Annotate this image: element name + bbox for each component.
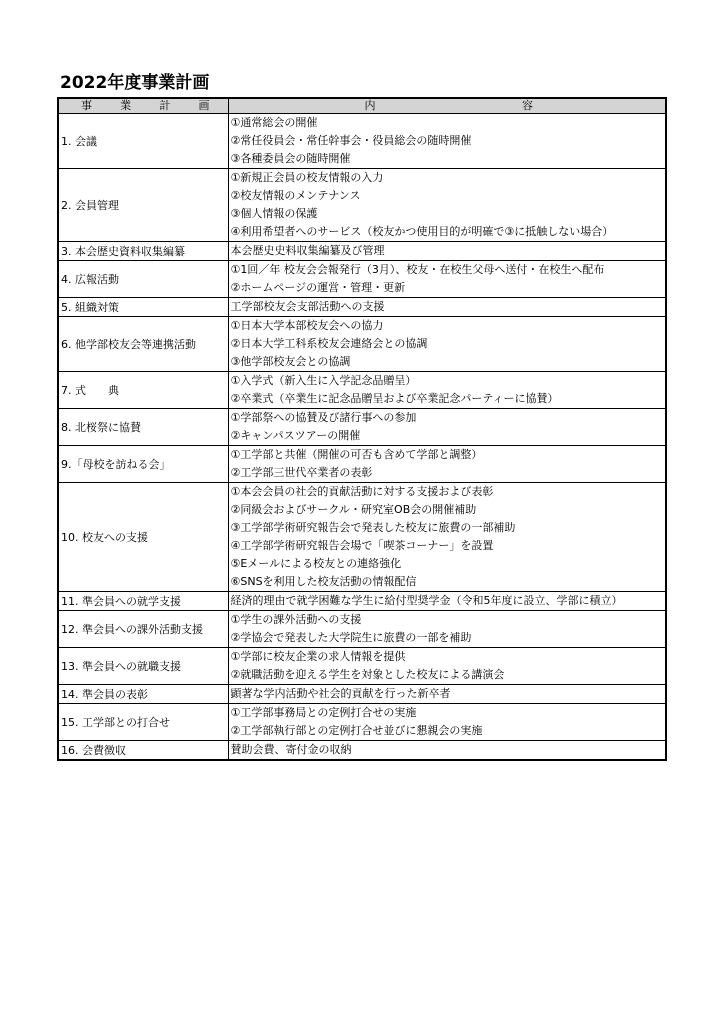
content-line: ①工学部事務局との定例打合せの実施 — [230, 706, 417, 719]
plan-item-content — [228, 685, 666, 704]
content-line: ②就職活動を迎える学生を対象とした校友による講演会 — [230, 668, 505, 681]
business-plan-table — [57, 97, 667, 761]
header-item-char: 計 — [159, 99, 171, 112]
content-line: 本会歴史史料収集編纂及び管理 — [230, 244, 385, 257]
content-line: ①1回／年 校友会会報発行（3月）、校友・在校生父母へ送付・在校生へ配布 — [230, 263, 605, 276]
plan-item-content — [228, 261, 666, 298]
table-row — [58, 446, 666, 483]
plan-item-label: 5. 組織対策 — [58, 298, 228, 317]
plan-item-label: 4. 広報活動 — [58, 261, 228, 298]
plan-item-content — [228, 169, 666, 242]
plan-item-content — [228, 704, 666, 741]
plan-item-label: 11. 準会員への就学支援 — [58, 592, 228, 611]
content-line: ②校友情報のメンテナンス — [230, 189, 361, 202]
content-line: ③個人情報の保護 — [230, 207, 318, 220]
content-line: ②卒業式（卒業生に記念品贈呈および卒業記念パーティーに協賛） — [230, 392, 559, 405]
table-row — [58, 685, 666, 704]
plan-item-content — [228, 409, 666, 446]
content-line: ①日本大学本部校友会への協力 — [230, 319, 384, 332]
content-line: ④工学部学術研究報告会場で「喫茶コーナー」を設置 — [230, 539, 494, 552]
content-line: ④利用希望者へのサービス（校友かつ使用目的が明確で③に抵触しない場合） — [230, 225, 614, 238]
table-header-row — [58, 98, 666, 114]
plan-item-content — [228, 317, 666, 372]
plan-item-content — [228, 592, 666, 611]
table-row — [58, 372, 666, 409]
plan-item-content — [228, 298, 666, 317]
content-line: 顕著な学内活動や社会的貢献を行った新卒者 — [230, 687, 451, 700]
header-content-char: 内 — [364, 99, 376, 112]
content-line: ②日本大学工科系校友会連絡会との協調 — [230, 337, 428, 350]
plan-item-content — [228, 648, 666, 685]
content-line: ②常任役員会・常任幹事会・役員総会の随時開催 — [230, 134, 472, 147]
header-item-char: 事 — [81, 99, 92, 112]
content-line: ③工学部学術研究報告会で発表した校友に旅費の一部補助 — [230, 521, 516, 534]
content-line: ①学部祭への協賛及び諸行事への参加 — [230, 411, 417, 424]
content-line: ②ホームページの運営・管理・更新 — [230, 281, 406, 294]
table-row — [58, 298, 666, 317]
plan-item-label: 1. 会議 — [58, 114, 228, 169]
document-title: 2022年度事業計画 — [60, 73, 210, 93]
plan-item-content — [228, 446, 666, 483]
header-item-char: 業 — [120, 99, 132, 112]
table-row — [58, 611, 666, 648]
plan-item-label: 16. 会費徴収 — [58, 741, 228, 761]
table-row — [58, 704, 666, 741]
content-line: ①学生の課外活動への支援 — [230, 613, 362, 626]
plan-item-label: 8. 北桜祭に協賛 — [58, 409, 228, 446]
content-line: ①本会会員の社会的貢献活動に対する支援および表彰 — [230, 485, 494, 498]
plan-item-content — [228, 242, 666, 261]
table-row — [58, 741, 666, 761]
header-item — [58, 98, 228, 114]
plan-item-label: 14. 準会員の表彰 — [58, 685, 228, 704]
table-row — [58, 261, 666, 298]
plan-item-label: 2. 会員管理 — [58, 169, 228, 242]
table-row — [58, 483, 666, 592]
content-line: ①学部に校友企業の求人情報を提供 — [230, 650, 406, 663]
content-line: ②工学部三世代卒業者の表彰 — [230, 466, 373, 479]
content-line: ③他学部校友会との協調 — [230, 355, 351, 368]
plan-item-label: 7. 式 典 — [58, 372, 228, 409]
plan-item-label: 12. 準会員への課外活動支援 — [58, 611, 228, 648]
plan-item-label: 10. 校友への支援 — [58, 483, 228, 592]
plan-item-content — [228, 114, 666, 169]
content-line: 賛助会費、寄付金の収納 — [230, 743, 352, 756]
content-line: ⑥SNSを利用した校友活動の情報配信 — [230, 575, 417, 588]
plan-item-content — [228, 372, 666, 409]
content-line: ①入学式（新入生に入学記念品贈呈） — [230, 374, 417, 387]
content-line: ②工学部執行部との定例打合せ並びに懇親会の実施 — [230, 724, 483, 737]
plan-item-content — [228, 611, 666, 648]
content-line: ②キャンパスツアーの開催 — [230, 429, 361, 442]
content-line: ①新規正会員の校友情報の入力 — [230, 171, 384, 184]
content-line: ②同級会およびサークル・研究室OB会の開催補助 — [230, 503, 477, 516]
content-line: ①工学部と共催（開催の可否も含めて学部と調整） — [230, 448, 483, 461]
table-row — [58, 592, 666, 611]
content-line: ①通常総会の開催 — [230, 116, 318, 129]
content-line: ②学協会で発表した大学院生に旅費の一部を補助 — [230, 631, 472, 644]
content-line: 工学部校友会支部活動への支援 — [230, 300, 385, 313]
plan-item-content — [228, 741, 666, 761]
content-line: ⑤Eメールによる校友との連絡強化 — [230, 557, 402, 570]
plan-item-label: 15. 工学部との打合せ — [58, 704, 228, 741]
plan-item-label: 6. 他学部校友会等連携活動 — [58, 317, 228, 372]
table-row — [58, 114, 666, 169]
header-content-char: 容 — [522, 99, 533, 112]
plan-item-label: 9.「母校を訪ねる会」 — [58, 446, 228, 483]
table-row — [58, 409, 666, 446]
table-row — [58, 169, 666, 242]
content-line: 経済的理由で就学困難な学生に給付型奨学金（令和5年度に設立、学部に積立） — [230, 594, 623, 607]
plan-item-label: 13. 準会員への就職支援 — [58, 648, 228, 685]
plan-item-content — [228, 483, 666, 592]
table-row — [58, 317, 666, 372]
header-item-char: 画 — [198, 99, 210, 112]
plan-item-label: 3. 本会歴史資料収集編纂 — [58, 242, 228, 261]
content-line: ③各種委員会の随時開催 — [230, 152, 351, 165]
header-content — [228, 98, 666, 114]
table-row — [58, 242, 666, 261]
table-body — [58, 114, 666, 761]
table-row — [58, 648, 666, 685]
